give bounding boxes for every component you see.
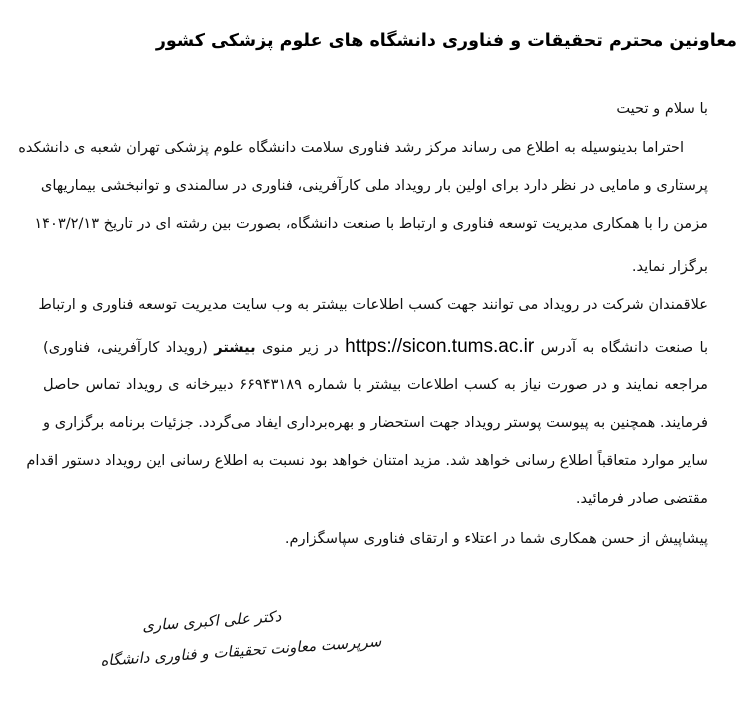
website-link[interactable]: https://sicon.tums.ac.ir xyxy=(345,336,535,357)
menu-name: بیشتر xyxy=(214,339,256,356)
paragraph-1-line-3: مزمن را با همکاری مدیریت توسعه فناوری و ارتباط با صنعت دانشگاه، بصورت بین رشته ای در تاریخ ۱۴۰۳/۲/۱۳ xyxy=(34,215,708,232)
menu-text: در زیر منوی xyxy=(261,339,339,356)
signature-position: سرپرست معاونت تحقیقات و فناوری دانشگاه xyxy=(99,632,382,670)
paragraph-1-line-4: برگزار نماید. xyxy=(631,258,708,275)
signature-name: دکتر علی اکبری ساری xyxy=(141,607,282,635)
paragraph-2-line-4: فرمایند. همچنین به پیوست پوستر رویداد جهت استحضار و بهره‌برداری ایفاد می‌گردد. جزئیات برنامه برگزاری و xyxy=(43,414,708,431)
closing-line: پیشاپیش از حسن همکاری شما در اعتلاء و ارتقای فناوری سپاسگزارم. xyxy=(284,530,708,547)
letter-title: معاونین محترم تحقیقات و فناوری دانشگاه های علوم پزشکی کشور xyxy=(155,31,737,51)
paragraph-1-line-1: احتراما بدینوسیله به اطلاع می رساند مرکز رشد فناوری سلامت دانشگاه علوم پزشکی تهران شعبه ی دانشکده xyxy=(18,139,684,156)
menu-path: (رویداد کارآفرینی، فناوری) xyxy=(43,339,208,356)
paragraph-2-line-1: علاقمندان شرکت در رویداد می توانند جهت کسب اطلاعات بیشتر به وب سایت مدیریت توسعه فناوری و ارتباط xyxy=(38,296,708,313)
paragraph-2-line-3: مراجعه نمایند و در صورت نیاز به کسب اطلاعات بیشتر با شماره ۶۶۹۴۳۱۸۹ دبیرخانه ی رویداد تماس حاصل xyxy=(43,376,709,393)
greeting: با سلام و تحیت xyxy=(616,100,708,117)
paragraph-2-line-5: سایر موارد متعاقباً اطلاع رسانی خواهد شد. مزید امتنان خواهد بود نسبت به اطلاع رسانی این رویداد دستور اقدام xyxy=(26,452,708,469)
address-text: با صنعت دانشگاه به آدرس xyxy=(540,339,709,356)
paragraph-2-line-2 xyxy=(43,335,708,360)
paragraph-2-line-6: مقتضی صادر فرمائید. xyxy=(575,490,708,507)
paragraph-1-line-2: پرستاری و مامایی در نظر دارد برای اولین بار رویداد ملی کارآفرینی، فناوری در سالمندی و توانبخشی بیماریهای xyxy=(40,177,708,194)
